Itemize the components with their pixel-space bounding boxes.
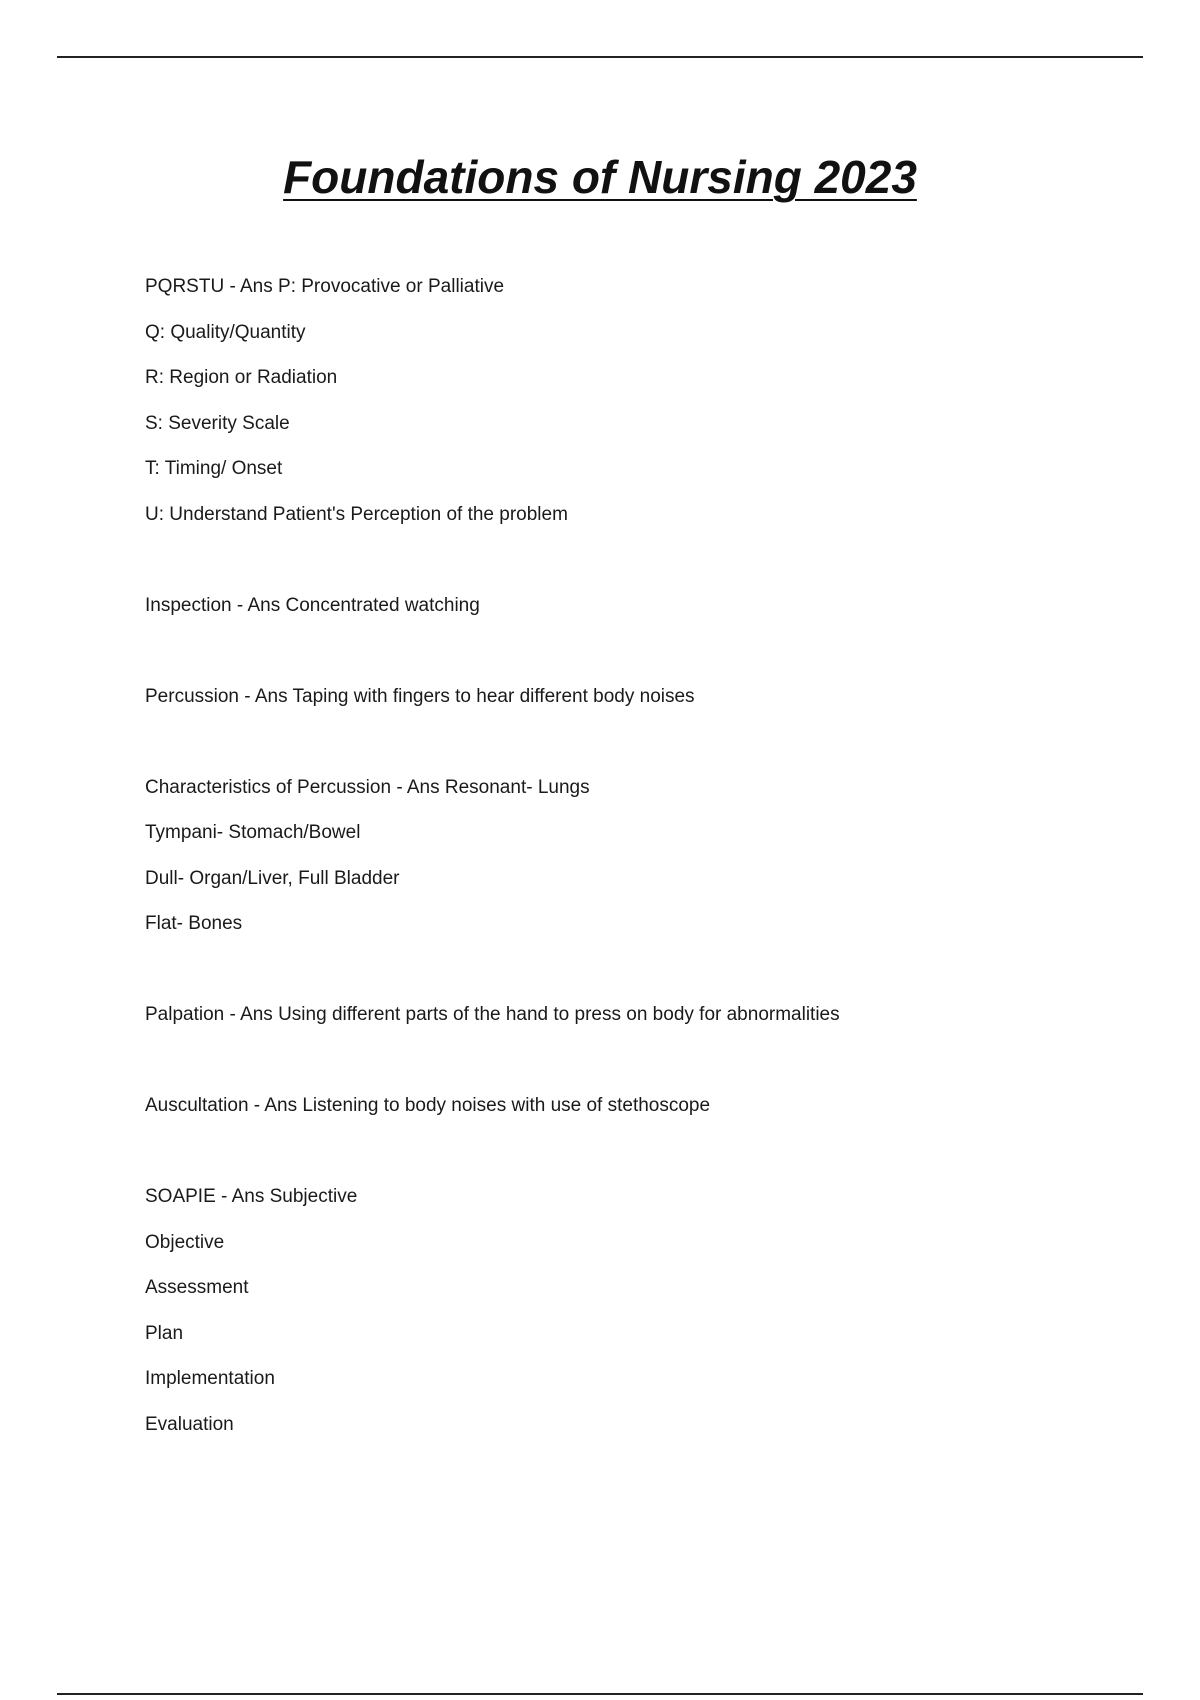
section-gap [145, 731, 1105, 777]
text-line: U: Understand Patient's Perception of the problem [145, 503, 568, 525]
header-rule [57, 56, 1143, 58]
section-percussion [145, 686, 1105, 708]
section-gap [145, 1141, 1105, 1187]
text-line: Auscultation - Ans Listening to body noises with use of stethoscope [145, 1095, 711, 1116]
text-line: Characteristics of Percussion - Ans Resonant- Lungs [145, 776, 590, 798]
section-palpation [145, 1004, 1105, 1026]
text-line: Dull- Organ/Liver, Full Bladder [145, 867, 400, 889]
text-line: Percussion - Ans Taping with fingers to hear different body noises [145, 685, 695, 707]
text-line: R: Region or Radiation [145, 367, 338, 388]
section-gap [145, 1050, 1105, 1096]
section-gap [145, 959, 1105, 1005]
text-line: S: Severity Scale [145, 412, 290, 434]
text-line: Plan [145, 1322, 184, 1344]
document-body [145, 276, 1105, 1459]
text-line: Tympani- Stomach/Bowel [145, 822, 361, 843]
document-title: Foundations of Nursing 2023 [283, 151, 917, 203]
footer-rule [57, 1693, 1143, 1695]
section-pqrstu [145, 276, 1105, 526]
section-auscultation [145, 1095, 1105, 1117]
text-line: PQRSTU - Ans P: Provocative or Palliative [145, 276, 505, 297]
text-line: SOAPIE - Ans Subjective [145, 1186, 358, 1207]
section-gap [145, 549, 1105, 595]
section-inspection [145, 595, 1105, 617]
text-line: Implementation [145, 1368, 275, 1389]
text-line: Evaluation [145, 1413, 234, 1435]
text-line: Palpation - Ans Using different parts of the hand to press on body for abnormalities [145, 1004, 840, 1025]
text-line: T: Timing/ Onset [145, 458, 283, 479]
text-line: Q: Quality/Quantity [145, 321, 306, 343]
section-soapie [145, 1186, 1105, 1436]
text-line: Inspection - Ans Concentrated watching [145, 594, 480, 616]
text-line: Flat- Bones [145, 913, 243, 934]
text-line: Assessment [145, 1277, 249, 1298]
section-characteristics-of-percussion [145, 777, 1105, 936]
section-gap [145, 640, 1105, 686]
text-line: Objective [145, 1231, 225, 1253]
